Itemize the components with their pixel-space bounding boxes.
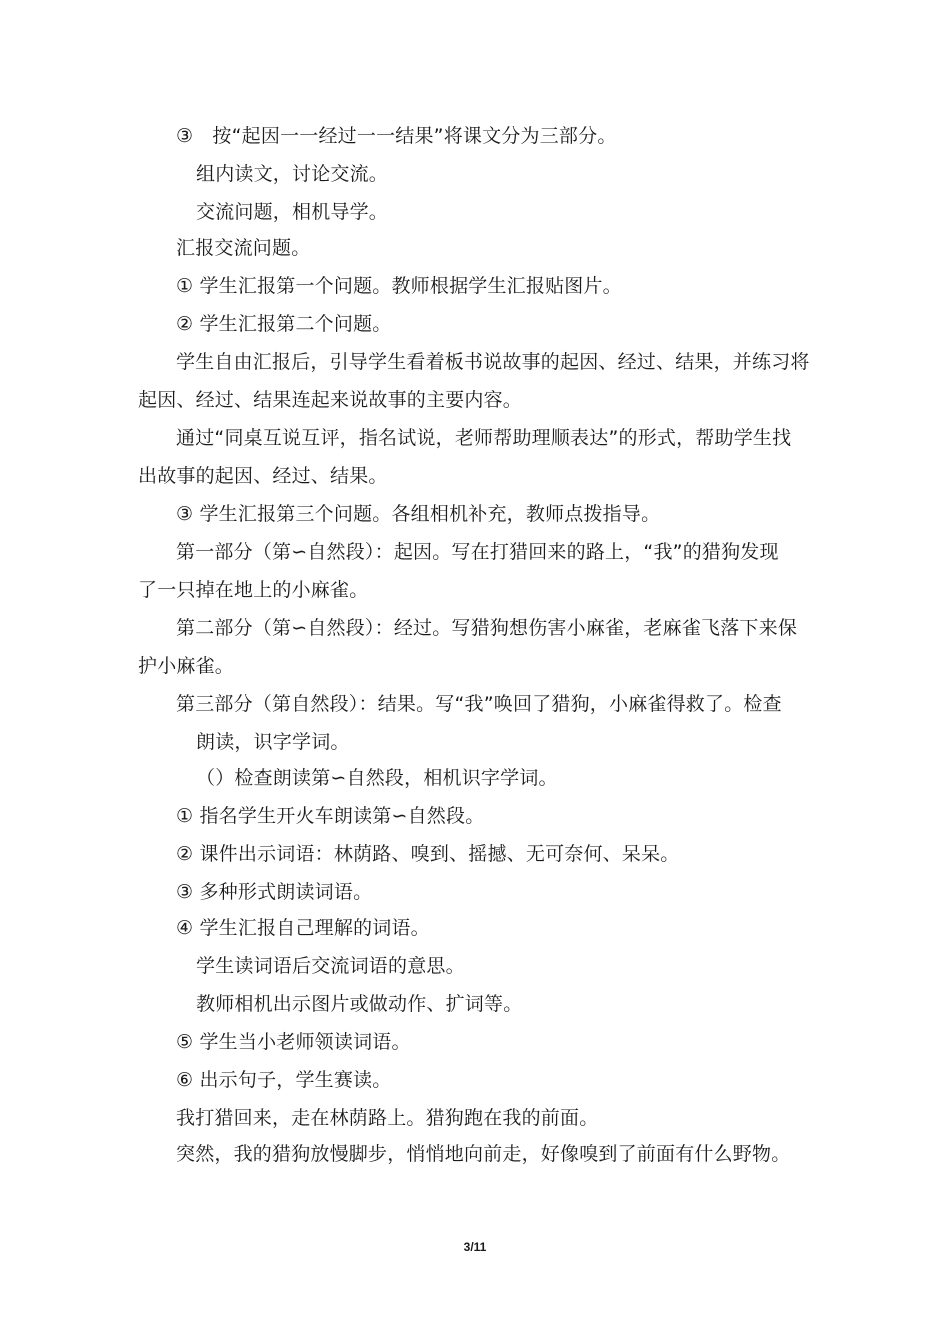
text-line: 学生自由汇报后，引导学生看着板书说故事的起因、经过、结果，并练习将 xyxy=(176,351,810,373)
text-line: 我打猎回来，走在林荫路上。猎狗跑在我的前面。 xyxy=(176,1107,599,1129)
text-line: ③ 多种形式朗读词语。 xyxy=(176,881,373,903)
text-line: 教师相机出示图片或做动作、扩词等。 xyxy=(196,993,523,1015)
text-line: 学生读词语后交流词语的意思。 xyxy=(196,955,465,977)
text-line: 第二部分（第∽自然段）：经过。写猎狗想伤害小麻雀，老麻雀飞落下来保 xyxy=(176,617,798,639)
text-line: 交流问题，相机导学。 xyxy=(196,201,389,223)
text-line: 第一部分（第∽自然段）：起因。写在打猎回来的路上，“我”的猎狗发现 xyxy=(176,541,779,563)
text-line: ⑥ 出示句子，学生赛读。 xyxy=(176,1069,392,1091)
text-line: 起因、经过、结果连起来说故事的主要内容。 xyxy=(138,389,523,411)
text-line: 了一只掉在地上的小麻雀。 xyxy=(138,579,369,601)
text-line: ⑤ 学生当小老师领读词语。 xyxy=(176,1031,411,1053)
text-line: ③ 按“起因一一经过一一结果”将课文分为三部分。 xyxy=(176,125,617,147)
text-line: ③ 学生汇报第三个问题。各组相机补充，教师点拨指导。 xyxy=(176,503,661,525)
text-line: 组内读文，讨论交流。 xyxy=(196,163,389,185)
text-line: ① 指名学生开火车朗读第∽自然段。 xyxy=(176,805,485,827)
text-line: ② 课件出示词语：林荫路、嗅到、摇撼、无可奈何、呆呆。 xyxy=(176,843,680,865)
text-line: 通过“同桌互说互评，指名试说，老师帮助理顺表达”的形式，帮助学生找 xyxy=(176,427,792,449)
text-line: 护小麻雀。 xyxy=(138,655,235,677)
text-line: 第三部分（第自然段）：结果。写“我”唤回了猎狗，小麻雀得救了。检查 xyxy=(176,693,782,715)
page-number: 3/11 xyxy=(463,1240,487,1254)
text-line: 朗读，识字学词。 xyxy=(196,731,350,753)
text-line: ② 学生汇报第二个问题。 xyxy=(176,313,392,335)
text-line: 汇报交流问题。 xyxy=(176,237,311,259)
text-line: 出故事的起因、经过、结果。 xyxy=(138,465,388,487)
text-line: ④ 学生汇报自己理解的词语。 xyxy=(176,917,430,939)
text-line: 突然，我的猎狗放慢脚步，悄悄地向前走，好像嗅到了前面有什么野物。 xyxy=(176,1143,791,1165)
text-line: ① 学生汇报第一个问题。教师根据学生汇报贴图片。 xyxy=(176,275,622,297)
text-line: （）检查朗读第∽自然段，相机识字学词。 xyxy=(196,767,558,789)
